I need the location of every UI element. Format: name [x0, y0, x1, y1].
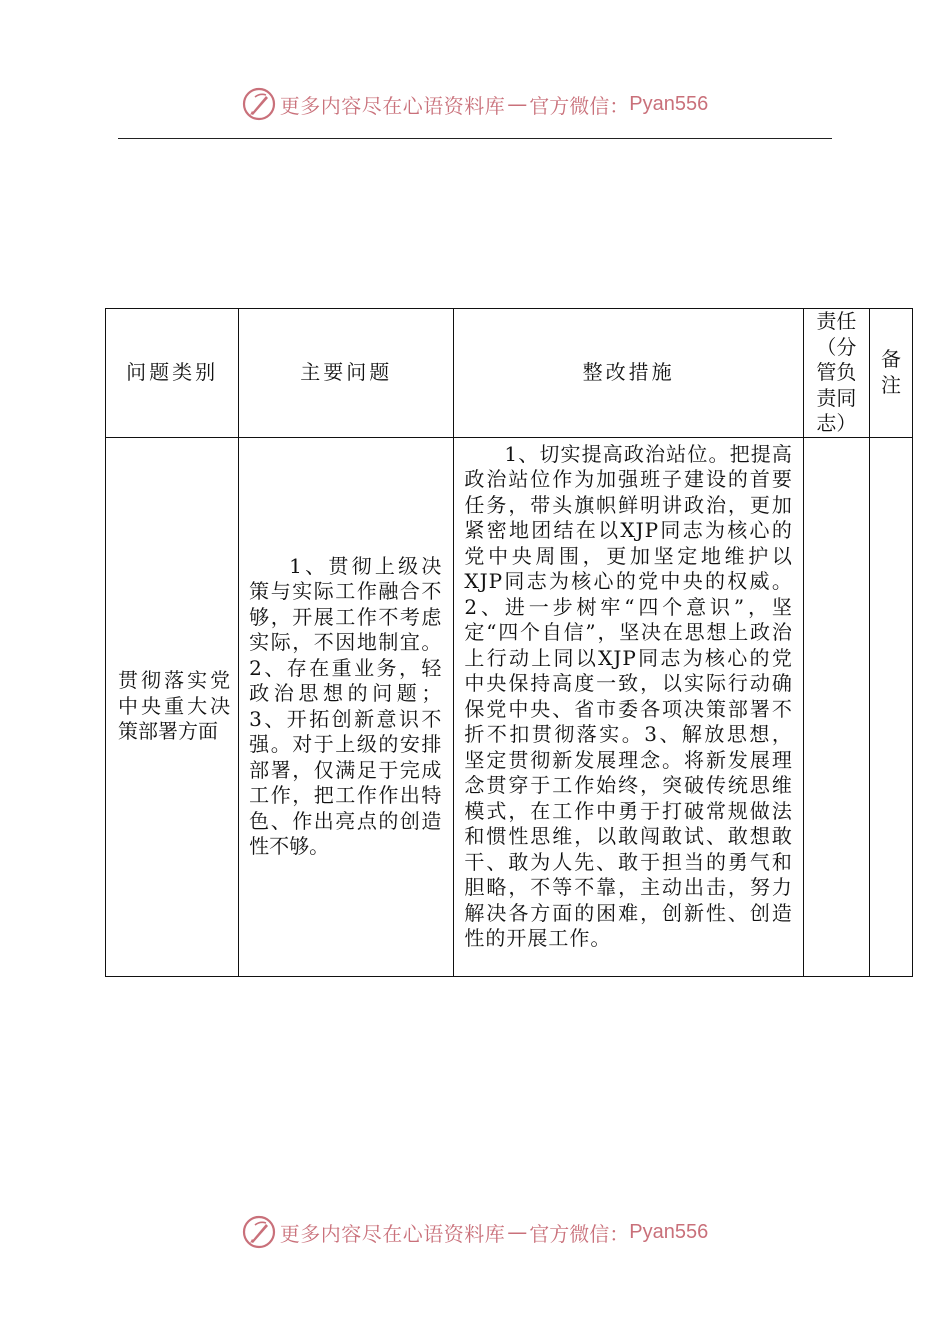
banner-wechat-label: 官方微信： [529, 93, 630, 118]
header-remarks [869, 309, 912, 438]
banner-wechat-id: Pyan556 [629, 92, 709, 115]
header-remarks-line2: 注 [880, 372, 901, 397]
table-header-row [106, 309, 913, 438]
footer-banner-wechat-id: Pyan556 [629, 1220, 709, 1243]
footer-banner-text: 更多内容尽在心语资料库 [279, 1221, 506, 1246]
header-problems: 主要问题 [239, 309, 454, 438]
header-banner [0, 84, 950, 124]
footer-banner-wechat-label: 官方微信： [529, 1221, 630, 1246]
banner-text: 更多内容尽在心语资料库 [279, 93, 506, 118]
cell-responsibility [803, 437, 869, 976]
cell-problems: 1、贯彻上级决策与实际工作融合不够，开展工作不考虑实际，不因地制宜。2、存在重业务，轻政治思想的问题；3、开拓创新意识不强。对于上级的安排部署，仅满足于完成工作，把工作作出特色、作出亮点的创造性不够。 [239, 437, 454, 976]
quill-pen-logo-icon [242, 87, 276, 121]
header-responsibility: 责任（分管负责同志） [803, 309, 869, 438]
footer-banner [0, 1212, 950, 1252]
header-measures: 整改措施 [454, 309, 803, 438]
cell-category: 贯彻落实党中央重大决策部署方面 [106, 437, 239, 976]
header-category: 问题类别 [106, 309, 239, 438]
table-row [106, 437, 913, 976]
footer-banner-separator: — [507, 1220, 528, 1244]
banner-separator: — [507, 92, 528, 116]
header-remarks-line1: 备 [880, 347, 901, 372]
cell-remarks [869, 437, 912, 976]
rectification-table [105, 308, 913, 977]
quill-pen-logo-icon [242, 1215, 276, 1249]
header-rule [118, 138, 832, 139]
cell-measures: 1、切实提高政治站位。把提高政治站位作为加强班子建设的首要任务，带头旗帜鲜明讲政治，更加紧密地团结在以XJP同志为核心的党中央周围，更加坚定地维护以XJP同志为核心的党中央的权威。2、进一步树牢“四个意识”，坚定“四个自信”，坚决在思想上政治上行动上同以XJP同志为核心的党中央保持高度一致，以实际行动确保党中央、省市委各项决策部署不折不扣贯彻落实。3、解放思想，坚定贯彻新发展理念。将新发展理念贯穿于工作始终，突破传统思维模式，在工作中勇于打破常规做法和惯性思维，以敢闯敢试、敢想敢干、敢为人先、敢于担当的勇气和胆略，不等不靠，主动出击，努力解决各方面的困难，创新性、创造性的开展工作。 [454, 437, 803, 976]
